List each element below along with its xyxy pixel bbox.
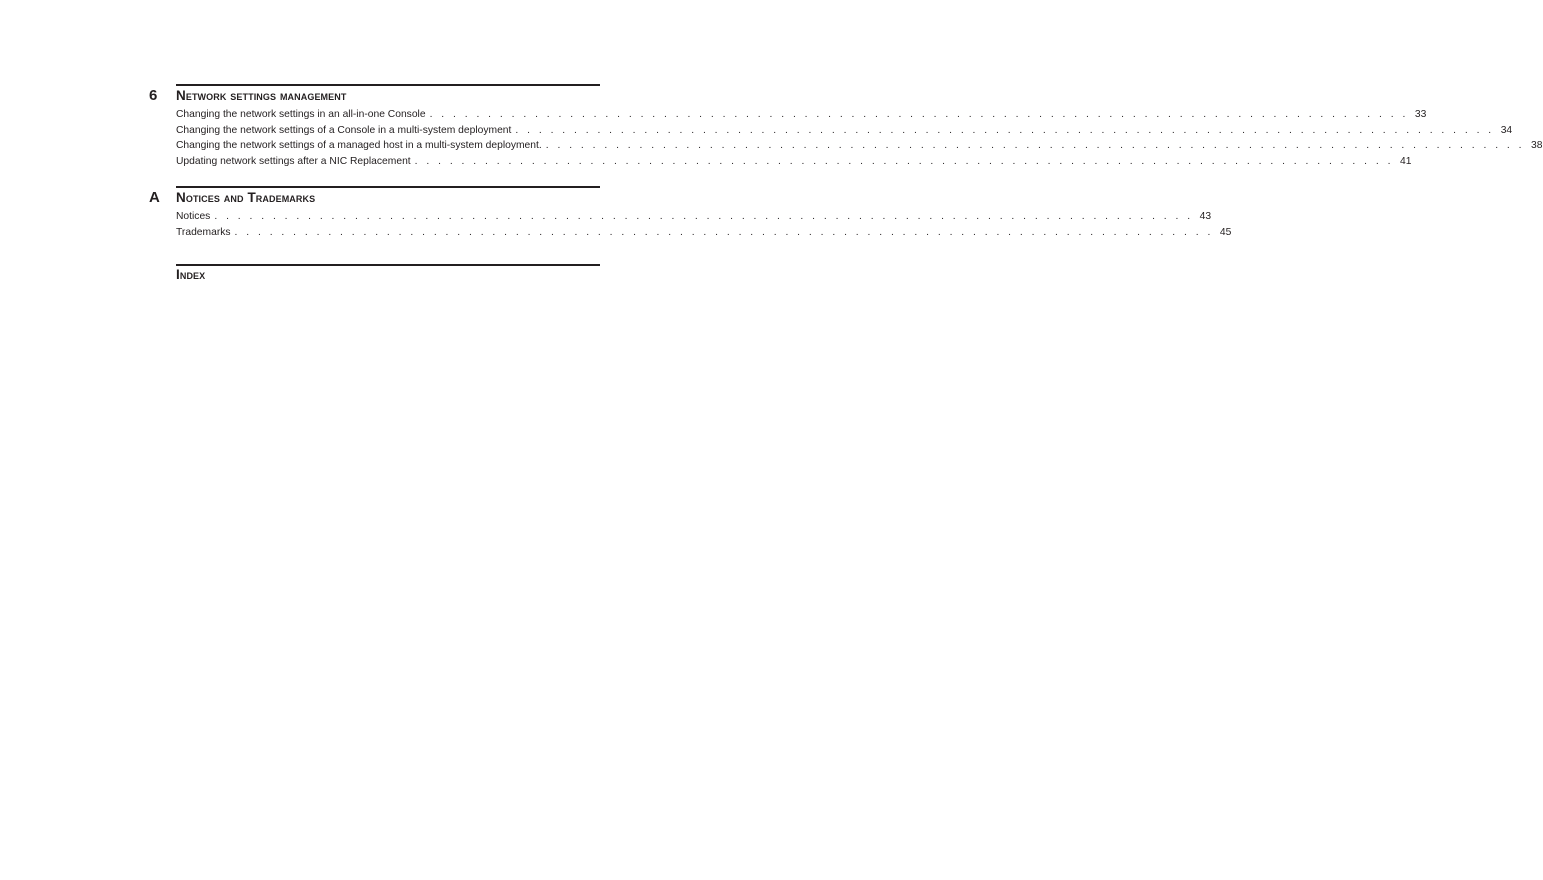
toc-entry-list bbox=[176, 107, 1543, 169]
toc-entry[interactable] bbox=[176, 138, 1543, 154]
toc-entry[interactable] bbox=[176, 123, 1513, 139]
section-number: 6 bbox=[149, 87, 158, 104]
toc-entry-label: Changing the network settings of a managed host in a multi-system deployment. bbox=[176, 140, 542, 152]
dot-leader: . . . . . . . . . . . . . . . . . . . . . . . . . . . . . . . . . . . . . . . . . . . . . . . . . . . . . . . . . . . . . . . . . . . . . . . . . . . . . . . . . . . . bbox=[515, 124, 1495, 136]
toc-entry-list bbox=[176, 209, 1232, 240]
toc-entry[interactable] bbox=[176, 209, 1212, 225]
toc-entry-label: Changing the network settings of a Console in a multi-system deployment bbox=[176, 124, 512, 136]
toc-entry-label: Updating network settings after a NIC Replacement bbox=[176, 155, 411, 167]
dot-leader: . . . . . . . . . . . . . . . . . . . . . . . . . . . . . . . . . . . . . . . . . . . . . . . . . . . . . . . . . . . . . . . . . . . . . . . . . . . . . . . . . . . . bbox=[545, 140, 1525, 152]
toc-entry-page: 38 bbox=[1531, 140, 1543, 152]
section-rule bbox=[176, 264, 600, 266]
dot-leader: . . . . . . . . . . . . . . . . . . . . . . . . . . . . . . . . . . . . . . . . . . . . . . . . . . . . . . . . . . . . . . . . . . . . . . . . . . . . . . . . . . . . bbox=[414, 155, 1394, 167]
dot-leader: . . . . . . . . . . . . . . . . . . . . . . . . . . . . . . . . . . . . . . . . . . . . . . . . . . . . . . . . . . . . . . . . . . . . . . . . . . . . . . . . . . . . bbox=[234, 226, 1214, 238]
section-title[interactable]: Network settings management bbox=[176, 88, 347, 103]
toc-entry-page: 41 bbox=[1399, 155, 1412, 167]
toc-entry-label: Notices bbox=[176, 211, 211, 222]
toc-entry-page: 33 bbox=[1414, 109, 1427, 120]
dot-leader: . . . . . . . . . . . . . . . . . . . . . . . . . . . . . . . . . . . . . . . . . . . . . . . . . . . . . . . . . . . . . . . . . . . . . . . . . . . . . . . . . . . . bbox=[214, 211, 1194, 222]
section-title[interactable]: Index bbox=[176, 267, 206, 282]
toc-entry-page: 45 bbox=[1219, 226, 1232, 238]
toc-entry-page: 34 bbox=[1500, 124, 1513, 136]
section-title[interactable]: Notices and Trademarks bbox=[176, 190, 316, 205]
dot-leader: . . . . . . . . . . . . . . . . . . . . . . . . . . . . . . . . . . . . . . . . . . . . . . . . . . . . . . . . . . . . . . . . . . . . . . . . . . . . . . . . . . . . bbox=[429, 109, 1409, 120]
toc-entry[interactable] bbox=[176, 154, 1412, 170]
section-rule bbox=[176, 186, 600, 188]
section-number: A bbox=[149, 189, 160, 206]
toc-entry[interactable] bbox=[176, 225, 1232, 241]
toc-entry-label: Trademarks bbox=[176, 226, 231, 238]
toc-entry[interactable] bbox=[176, 107, 1427, 123]
toc-entry-page: 43 bbox=[1199, 211, 1212, 222]
section-rule bbox=[176, 84, 600, 86]
toc-entry-label: Changing the network settings in an all-in-one Console bbox=[176, 109, 426, 120]
